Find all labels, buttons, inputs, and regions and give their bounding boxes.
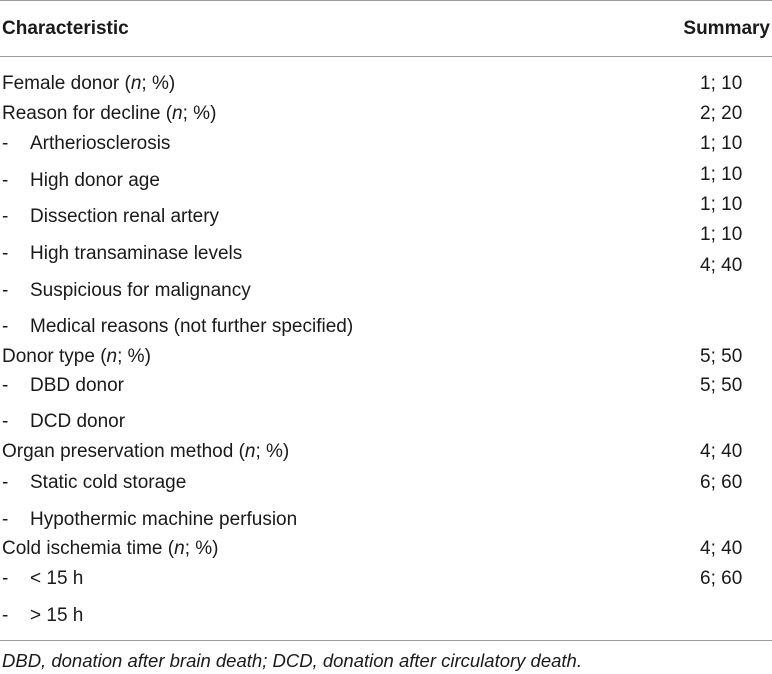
row-dash: - — [2, 472, 9, 493]
row-cold-ischemia: Cold ischemia time (n; %) — [2, 538, 219, 559]
header-summary: Summary — [683, 18, 770, 39]
row-dash: - — [2, 605, 9, 626]
header-rule — [0, 56, 772, 57]
row-dash: - — [2, 243, 9, 264]
row-static-cold-storage: Static cold storage — [30, 472, 187, 493]
row-high-donor-age: High donor age — [30, 170, 160, 191]
summary-value: 4; 40 — [700, 441, 743, 462]
row-less-15h: < 15 h — [30, 568, 84, 589]
row-medical-reasons: Medical reasons (not further specified) — [30, 316, 354, 337]
row-hypothermic-perfusion: Hypothermic machine perfusion — [30, 509, 298, 530]
bottom-rule — [0, 640, 772, 641]
row-suspicious-malignancy: Suspicious for malignancy — [30, 280, 251, 301]
header-characteristic: Characteristic — [2, 18, 129, 39]
row-female-donor: Female donor (n; %) — [2, 73, 176, 94]
summary-value: 6; 60 — [700, 472, 743, 493]
row-dash: - — [2, 568, 9, 589]
summary-value: 6; 60 — [700, 568, 743, 589]
row-donor-type: Donor type (n; %) — [2, 346, 151, 367]
row-organ-preservation: Organ preservation method (n; %) — [2, 441, 290, 462]
row-dbd-donor: DBD donor — [30, 375, 124, 396]
summary-value: 4; 40 — [700, 538, 743, 559]
row-dash: - — [2, 206, 9, 227]
row-dash: - — [2, 411, 9, 432]
row-dcd-donor: DCD donor — [30, 411, 126, 432]
summary-value: 1; 10 — [700, 164, 743, 185]
table-footnote: DBD, donation after brain death; DCD, donation after circulatory death. — [2, 650, 582, 671]
row-dash: - — [2, 170, 9, 191]
row-high-transaminase: High transaminase levels — [30, 243, 243, 264]
summary-value: 2; 20 — [700, 103, 743, 124]
row-more-15h: > 15 h — [30, 605, 84, 626]
row-dash: - — [2, 375, 9, 396]
row-reason-for-decline: Reason for decline (n; %) — [2, 103, 217, 124]
summary-value: 4; 40 — [700, 255, 743, 276]
row-dash: - — [2, 509, 9, 530]
summary-value: 1; 10 — [700, 224, 743, 245]
summary-value: 5; 50 — [700, 375, 743, 396]
summary-value: 1; 10 — [700, 194, 743, 215]
summary-value: 5; 50 — [700, 346, 743, 367]
top-rule — [0, 0, 772, 1]
row-artheriosclerosis: Artheriosclerosis — [30, 133, 171, 154]
row-dash: - — [2, 133, 9, 154]
row-dash: - — [2, 280, 9, 301]
row-dash: - — [2, 316, 9, 337]
summary-value: 1; 10 — [700, 133, 743, 154]
row-dissection-renal-artery: Dissection renal artery — [30, 206, 220, 227]
summary-value: 1; 10 — [700, 73, 743, 94]
